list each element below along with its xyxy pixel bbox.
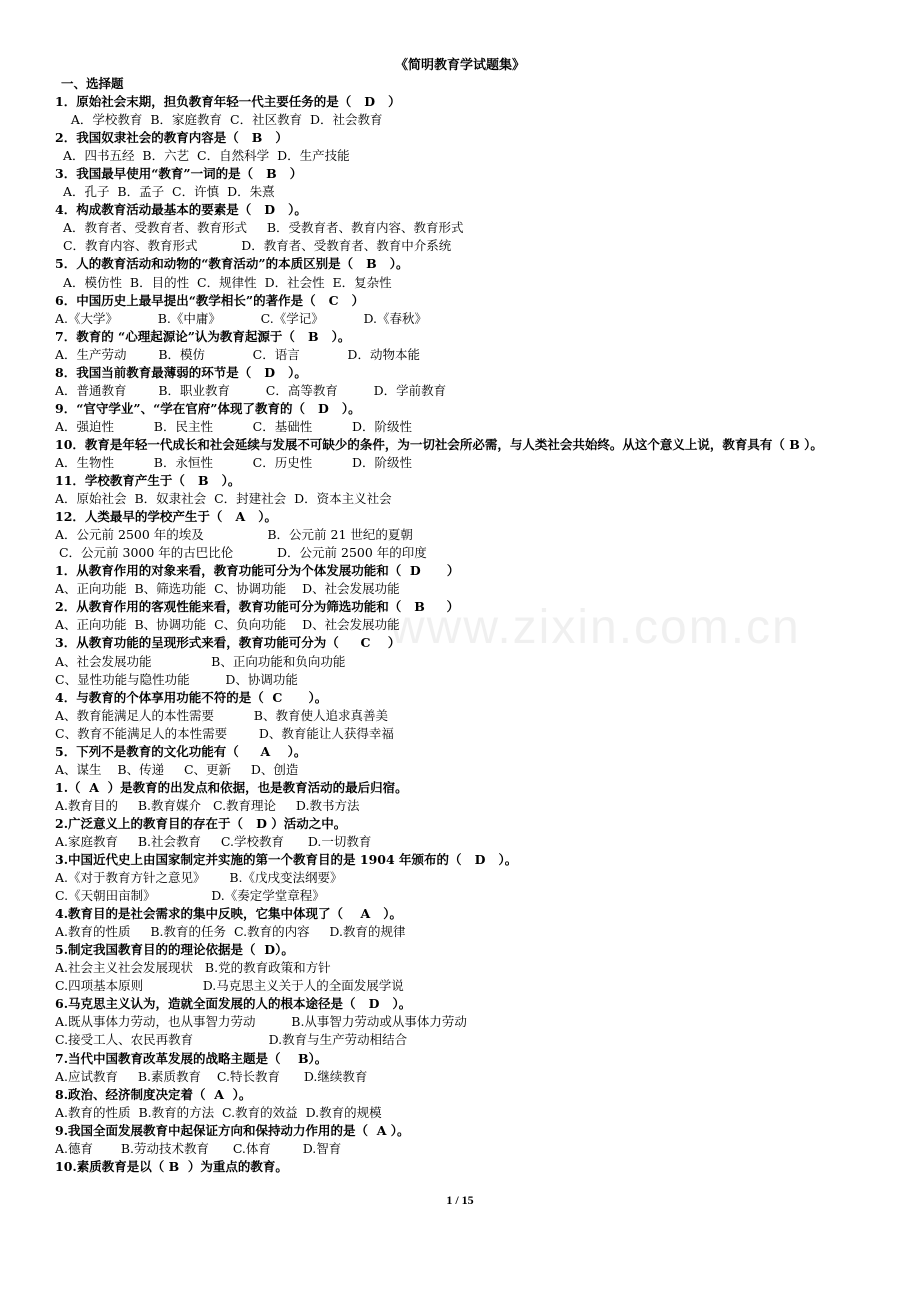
answer-options: C．教育内容、教育形式 D．教育者、受教育者、教育中介系统	[55, 238, 452, 254]
question-text: 4．与教育的个体享用功能不符的是（ C ）。	[55, 689, 328, 705]
answer-options: A.家庭教育 B.社会教育 C.学校教育 D.一切教育	[55, 833, 372, 849]
answer-options: A.德育 B.劳动技术教育 C.体育 D.智育	[55, 1140, 342, 1156]
question-text: 3.中国近代史上由国家制定并实施的第一个教育目的是 1904 年颁布的（ D ）。	[55, 852, 518, 868]
question-text: 9．“官守学业”、“学在官府”体现了教育的（ D ）。	[55, 400, 361, 416]
question-text: 6．中国历史上最早提出“教学相长”的著作是（ C ）	[55, 292, 365, 308]
question-list	[55, 75, 875, 1176]
answer-options: A.《大学》 B.《中庸》 C.《学记》 D.《春秋》	[55, 310, 428, 326]
answer-options: A．普通教育 B．职业教育 C．高等教育 D．学前教育	[55, 382, 447, 398]
answer-options: A.社会主义社会发展现状 B.党的教育政策和方针	[55, 960, 331, 976]
question-text: 10.素质教育是以（ B ）为重点的教育。	[55, 1158, 288, 1174]
answer-options: A．强迫性 B．民主性 C．基础性 D．阶级性	[55, 418, 413, 434]
answer-options: A、正向功能 B、协调功能 C、负向功能 D、社会发展功能	[55, 617, 400, 633]
answer-options: C．公元前 3000 年的古巴比伦 D．公元前 2500 年的印度	[55, 545, 427, 561]
answer-options: A.教育的性质 B.教育的任务 C.教育的内容 D.教育的规律	[55, 924, 406, 940]
answer-options: A、社会发展功能 B、正向功能和负向功能	[55, 653, 346, 669]
answer-options: C.四项基本原则 D.马克思主义关于人的全面发展学说	[55, 978, 404, 994]
answer-options: A．模仿性 B．目的性 C．规律性 D．社会性 E．复杂性	[55, 274, 392, 290]
question-text: 4.教育目的是社会需求的集中反映，它集中体现了（ A ）。	[55, 906, 402, 922]
answer-options: A.既从事体力劳动，也从事智力劳动 B.从事智力劳动或从事体力劳动	[55, 1014, 467, 1030]
question-text: 3．从教育功能的呈现形式来看，教育功能可分为（ C ）	[55, 635, 401, 651]
question-text: 2．从教育作用的客观性能来看，教育功能可分为筛选功能和（ B ）	[55, 599, 460, 615]
answer-options: A.应试教育 B.素质教育 C.特长教育 D.继续教育	[55, 1068, 368, 1084]
answer-options: A.教育的性质 B.教育的方法 C.教育的效益 D.教育的规模	[55, 1104, 382, 1120]
answer-options: A．生产劳动 B．模仿 C．语言 D．动物本能	[55, 346, 420, 362]
answer-options: C、教育不能满足人的本性需要 D、教育能让人获得幸福	[55, 725, 394, 741]
answer-options: A.教育目的 B.教育媒介 C.教育理论 D.教书方法	[55, 797, 360, 813]
question-text: 7.当代中国教育改革发展的战略主题是（ B）。	[55, 1050, 328, 1066]
document-title: 《简明教育学试题集》	[394, 58, 525, 73]
section-heading: 一、选择题	[61, 76, 124, 91]
question-text: 10．教育是年轻一代成长和社会延续与发展不可缺少的条件，为一切社会所必需，与人类社会共始终。从这个意义上说，教育具有（ B ）。	[55, 436, 823, 452]
answer-options: C.接受工人、农民再教育 D.教育与生产劳动相结合	[55, 1032, 408, 1048]
answer-options: A．教育者、受教育者、教育形式 B．受教育者、教育内容、教育形式	[55, 220, 464, 236]
question-text: 12．人类最早的学校产生于（ A ）。	[55, 509, 277, 525]
answer-options: A、教育能满足人的本性需要 B、教育使人追求真善美	[55, 707, 388, 723]
question-text: 5.制定我国教育目的的理论依据是（ D）。	[55, 942, 294, 958]
question-text: 5．下列不是教育的文化功能有（ A ）。	[55, 743, 307, 759]
question-text: 9.我国全面发展教育中起保证方向和保持动力作用的是（ A ）。	[55, 1122, 410, 1138]
question-text: 1．原始社会末期，担负教育年轻一代主要任务的是（ D ）	[55, 94, 401, 110]
question-text: 7．教育的 “心理起源论”认为教育起源于（ B ）。	[55, 328, 351, 344]
answer-options: A．孔子 B．孟子 C．许慎 D．朱熹	[55, 184, 275, 200]
answer-options: C、显性功能与隐性功能 D、协调功能	[55, 671, 298, 687]
question-text: 6.马克思主义认为，造就全面发展的人的根本途径是（ D ）。	[55, 996, 412, 1012]
question-text: 3．我国最早使用“教育”一词的是（ B ）	[55, 166, 303, 182]
question-text: 2．我国奴隶社会的教育内容是（ B ）	[55, 130, 288, 146]
answer-options: A、正向功能 B、筛选功能 C、协调功能 D、社会发展功能	[55, 581, 400, 597]
answer-options: A．公元前 2500 年的埃及 B．公元前 21 世纪的夏朝	[55, 527, 413, 543]
question-text: 11．学校教育产生于（ B ）。	[55, 473, 241, 489]
answer-options: C.《天朝田亩制》 D.《奏定学堂章程》	[55, 888, 325, 904]
watermark: www.zixin.com.cn	[390, 601, 801, 654]
question-text: 8．我国当前教育最薄弱的环节是（ D ）。	[55, 364, 307, 380]
question-text: 8.政治、经济制度决定着（ A ）。	[55, 1086, 252, 1102]
question-text: 4．构成教育活动最基本的要素是（ D ）。	[55, 202, 307, 218]
question-text: 5．人的教育活动和动物的“教育活动”的本质区别是（ B ）。	[55, 256, 409, 272]
answer-options: A．学校教育 B．家庭教育 C．社区教育 D．社会教育	[55, 112, 383, 128]
question-text: 1.（ A ）是教育的出发点和依据，也是教育活动的最后归宿。	[55, 779, 408, 795]
question-text: 2.广泛意义上的教育目的存在于（ D ）活动之中。	[55, 815, 347, 831]
answer-options: A．原始社会 B．奴隶社会 C．封建社会 D．资本主义社会	[55, 491, 392, 507]
answer-options: A．四书五经 B．六艺 C．自然科学 D．生产技能	[55, 148, 350, 164]
answer-options: A.《对于教育方针之意见》 B.《戊戌变法纲要》	[55, 870, 343, 886]
page-number: 1 / 15	[446, 1193, 474, 1207]
answer-options: A、谋生 B、传递 C、更新 D、创造	[55, 761, 299, 777]
answer-options: A．生物性 B．永恒性 C．历史性 D．阶级性	[55, 454, 413, 470]
question-text: 1．从教育作用的对象来看，教育功能可分为个体发展功能和（ D ）	[55, 563, 460, 579]
